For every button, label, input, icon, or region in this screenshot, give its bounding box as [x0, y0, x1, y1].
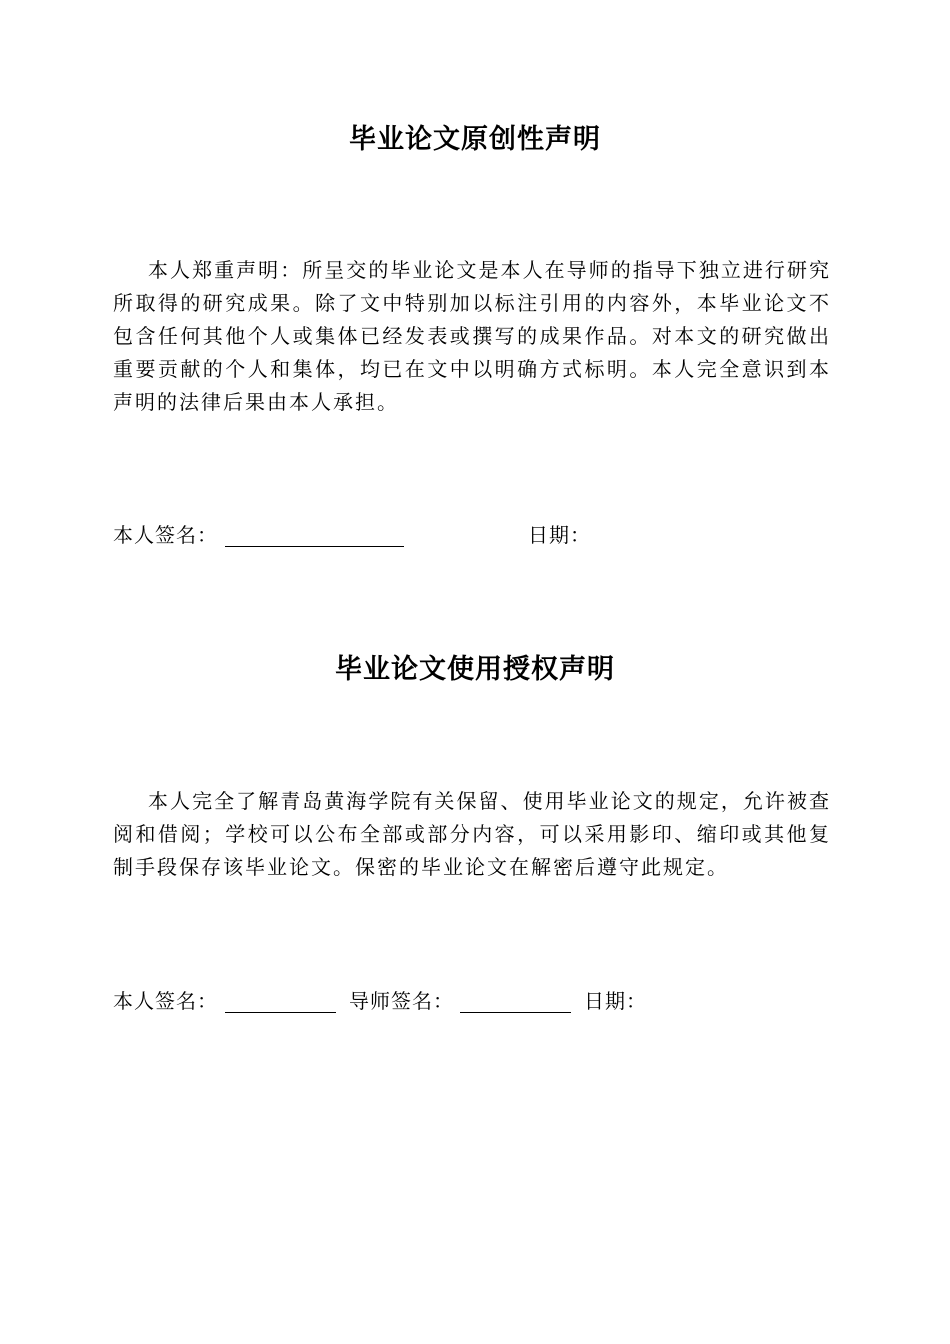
usage-authorization-body: 本人完全了解青岛黄海学院有关保留、使用毕业论文的规定，允许被查阅和借阅；学校可以公布全部或部分内容，可以采用影印、缩印或其他复制手段保存该毕业论文。保密的毕业论文在解密后遵守此规定。 — [113, 789, 831, 879]
originality-signature-row — [113, 519, 833, 552]
advisor-signature-label: 导师签名： — [349, 989, 454, 1013]
authorization-signature-row — [113, 985, 833, 1018]
date-label: 日期： — [584, 989, 647, 1013]
usage-authorization-title: 毕业论文使用授权声明 — [335, 654, 615, 685]
author-signature-label: 本人签名： — [113, 989, 218, 1013]
author-signature-line[interactable] — [225, 1012, 336, 1013]
advisor-signature-line[interactable] — [460, 1012, 571, 1013]
date-label: 日期： — [528, 523, 591, 547]
author-signature-label: 本人签名： — [113, 523, 218, 547]
author-signature-line[interactable] — [225, 546, 404, 547]
originality-declaration-title: 毕业论文原创性声明 — [349, 124, 601, 155]
originality-declaration-body: 本人郑重声明：所呈交的毕业论文是本人在导师的指导下独立进行研究所取得的研究成果。除了文中特别加以标注引用的内容外，本毕业论文不包含任何其他个人或集体已经发表或撰写的成果作品。对本文的研究做出重要贡献的个人和集体，均已在文中以明确方式标明。本人完全意识到本声明的法律后果由本人承担。 — [113, 258, 831, 414]
